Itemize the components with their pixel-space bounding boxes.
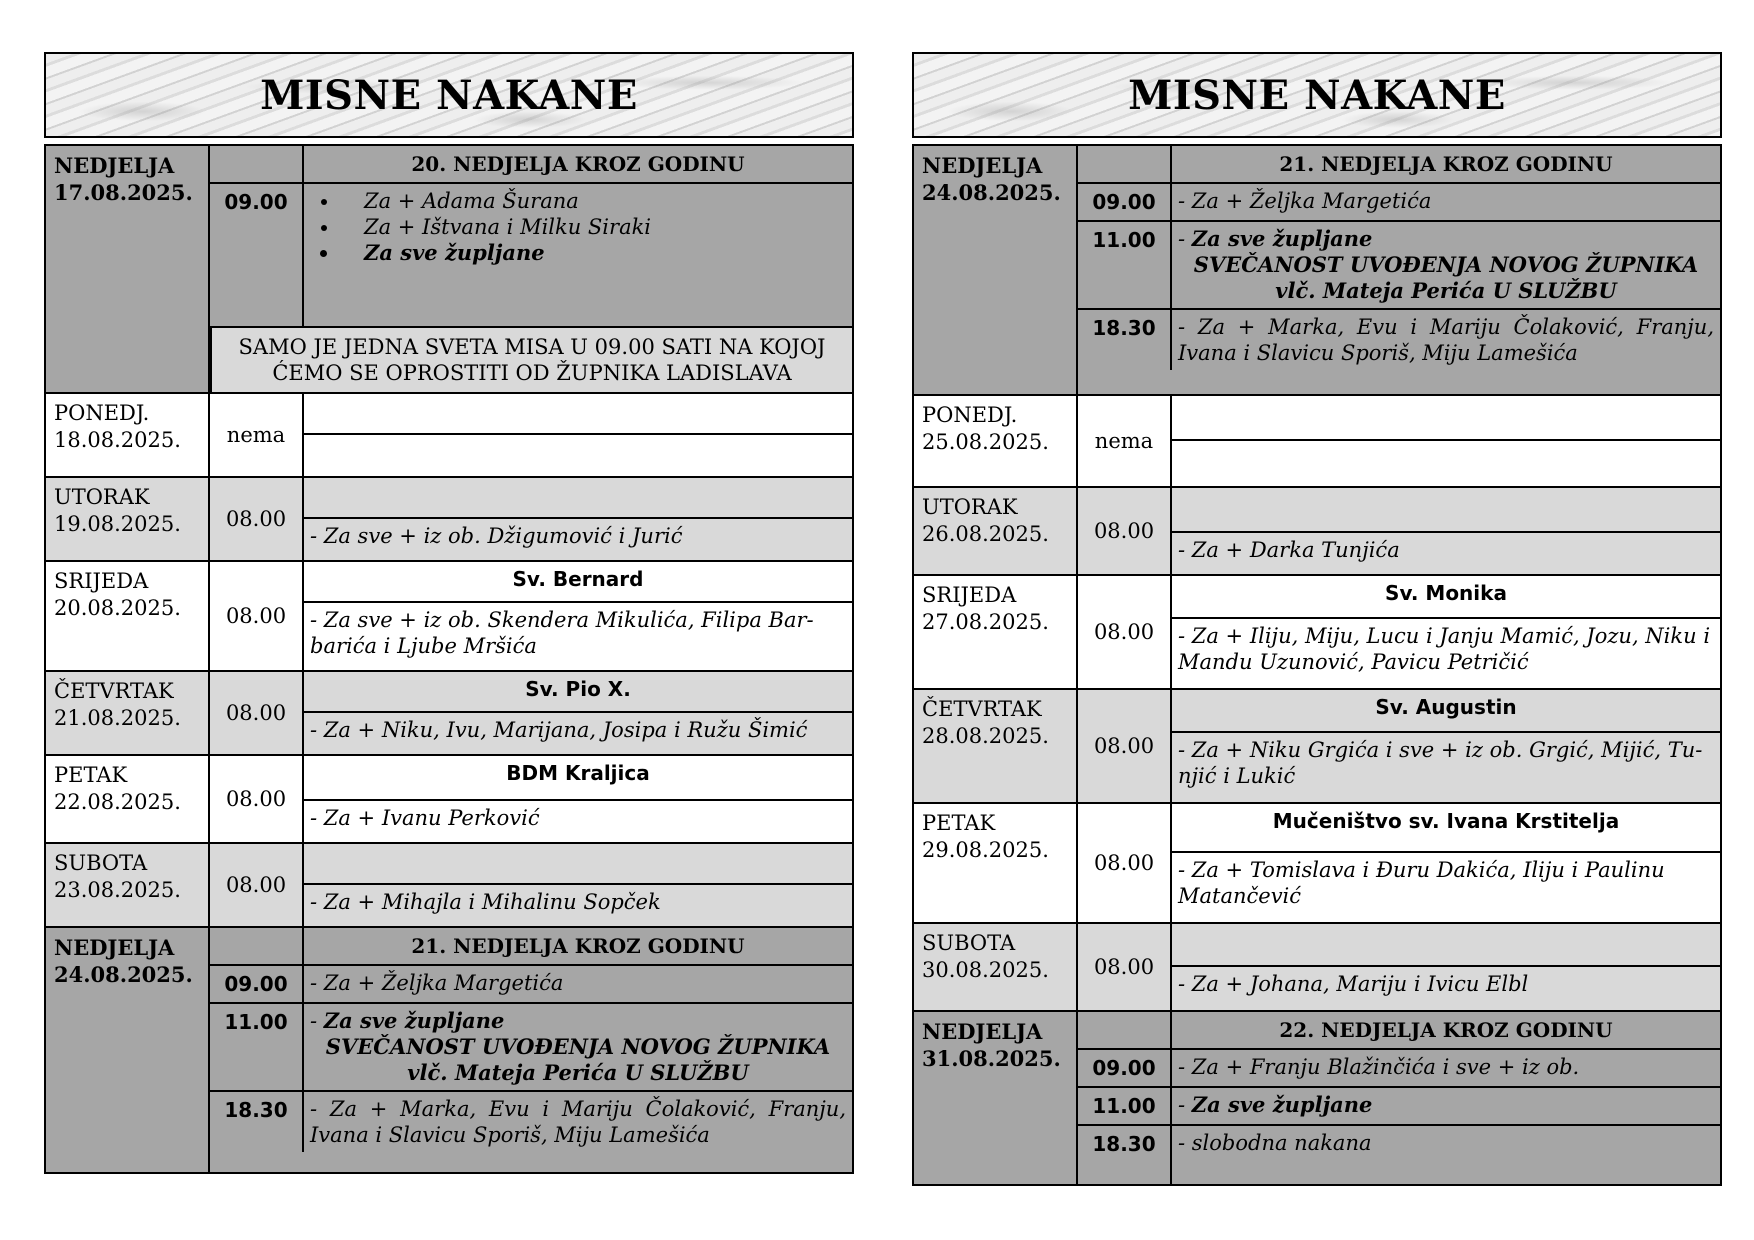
intention-cell: - Za + Ivanu Perković [310, 806, 540, 830]
right-banner [912, 52, 1722, 138]
feast-cell [1172, 924, 1720, 967]
dash: - [310, 1009, 324, 1033]
day-date: 25.08.2025. [922, 430, 1049, 454]
intention-cell [304, 435, 852, 476]
intention-cell: - Za + Tomislava i Đuru Dakića, Iliju i Paulinu Matančević [1178, 858, 1665, 908]
left-sunday2-content [210, 928, 852, 1172]
left-sunday2-date: 24.08.2025. [54, 962, 193, 987]
intention-cell: - Za sve + iz ob. Džigumović i Jurić [310, 524, 683, 548]
right-monday-row [914, 396, 1720, 488]
right-title: MISNE NAKANE [1128, 71, 1506, 119]
right-sunday1-content [1078, 146, 1720, 394]
mass-time: 08.00 [1078, 690, 1172, 802]
dash: - [1178, 1131, 1192, 1155]
left-sunday1-notice: SAMO JE JEDNA SVETA MISA U 09.00 SATI NA KOJOJ ĆEMO SE OPROSTITI OD ŽUPNIKA LADISLAVA [210, 326, 852, 392]
right-sunday1-row [914, 146, 1720, 396]
feast-cell: Sv. Bernard [304, 562, 852, 603]
intention-cell: - Za + Iliju, Miju, Lucu i Janju Mamić, Jozu, Niku i Mandu Uzunović, Pavicu Petričić [1178, 624, 1711, 674]
mass-time: 08.00 [1078, 804, 1172, 922]
left-saturday-row [46, 844, 852, 928]
right-tuesday-row [914, 488, 1720, 576]
left-monday-row [46, 394, 852, 478]
left-tuesday-date-cell [46, 478, 210, 560]
feast-cell: Sv. Augustin [1172, 690, 1720, 733]
intention-cell: - Za + Niku Grgića i sve + iz ob. Grgić, Mijić, Tu-njić i Lukić [1178, 738, 1703, 788]
left-friday-date-cell [46, 756, 210, 842]
intention-cell [1172, 222, 1720, 308]
feast-cell [1172, 396, 1720, 441]
intention-cell [1172, 1088, 1720, 1124]
mass-time: nema [1078, 396, 1172, 486]
dash: - [310, 1097, 330, 1121]
intention-text: Za + Marka, Evu i Mariju Čolaković, Franju, Ivana i Slavicu Sporiš, Miju Lamešića [310, 1097, 846, 1147]
feast-cell: Mučeništvo sv. Ivana Krstitelja [1172, 804, 1720, 853]
day-name: UTORAK [54, 485, 150, 509]
right-sunday2-date-cell [914, 1012, 1078, 1184]
mass-time: 08.00 [210, 672, 304, 754]
day-name: ČETVRTAK [54, 679, 174, 703]
list-item: • Za + Ištvana i Milku Siraki [340, 214, 846, 240]
mass-time: 09.00 [210, 966, 304, 1002]
intention-cell [1172, 1126, 1720, 1184]
ceremony-line: SVEČANOST UVOĐENJA NOVOG ŽUPNIKA [1193, 252, 1699, 277]
left-thursday-date-cell [46, 672, 210, 754]
dash: - [1178, 189, 1192, 213]
day-date: 30.08.2025. [922, 958, 1049, 982]
left-wednesday-row [46, 562, 852, 672]
mass-time: 09.00 [1078, 1050, 1172, 1086]
left-title: MISNE NAKANE [260, 71, 638, 119]
day-name: PETAK [54, 763, 128, 787]
dash: - [1178, 1055, 1192, 1079]
intention-cell [304, 1092, 852, 1152]
mass-time: 11.00 [1078, 222, 1172, 308]
mass-time: 08.00 [210, 844, 304, 926]
day-name: SRIJEDA [922, 583, 1017, 607]
right-sunday1-date-cell [914, 146, 1078, 394]
mass-time: 11.00 [210, 1004, 304, 1090]
left-sunday1-content [210, 146, 852, 392]
right-sunday1-mass-1830 [1078, 310, 1720, 370]
right-sunday2-header [1078, 1012, 1720, 1050]
mass-time: 08.00 [1078, 924, 1172, 1010]
right-sunday1-heading: 21. NEDJELJA KROZ GODINU [1279, 152, 1613, 176]
right-saturday-row [914, 924, 1720, 1012]
left-sunday2-day: NEDJELJA [54, 935, 175, 960]
mass-time: nema [210, 394, 304, 476]
day-date: 27.08.2025. [922, 610, 1049, 634]
day-date: 26.08.2025. [922, 522, 1049, 546]
intention-text: Za sve župljane [323, 1008, 505, 1033]
right-sunday2-day: NEDJELJA [922, 1019, 1043, 1044]
left-sunday1-time: 09.00 [210, 184, 304, 326]
intention-cell: - Za + Johana, Mariju i Ivicu Elbl [1178, 972, 1529, 996]
left-thursday-row [46, 672, 852, 756]
day-name: SRIJEDA [54, 569, 149, 593]
left-wednesday-date-cell [46, 562, 210, 670]
mass-time: 08.00 [1078, 576, 1172, 688]
left-sunday2-header [210, 928, 852, 966]
right-thursday-row [914, 690, 1720, 804]
ceremony-line: vlč. Mateja Perića U SLUŽBU [1275, 278, 1617, 303]
right-saturday-date-cell [914, 924, 1078, 1010]
intention-cell: - Za + Niku, Ivu, Marijana, Josipa i Ružu Šimić [310, 718, 808, 742]
day-date: 23.08.2025. [54, 878, 181, 902]
list-item: • Za sve župljane [340, 240, 846, 266]
intention-text: Za + Franju Blažinčića i sve + iz ob. [1191, 1055, 1580, 1079]
day-date: 20.08.2025. [54, 596, 181, 620]
day-date: 28.08.2025. [922, 724, 1049, 748]
intention-cell: - Za sve + iz ob. Skendera Mikulića, Filipa Bar-barića i Ljube Mršića [310, 608, 814, 658]
right-sunday2-mass-1100 [1078, 1088, 1720, 1126]
right-thursday-date-cell [914, 690, 1078, 802]
day-date: 22.08.2025. [54, 790, 181, 814]
intention-text: Za sve župljane [1191, 226, 1373, 251]
mass-time: 18.30 [1078, 1126, 1172, 1184]
left-sunday1-date-cell [46, 146, 210, 392]
mass-time: 18.30 [1078, 310, 1172, 370]
intention-text: Za + Željka Margetića [323, 971, 564, 995]
left-sunday1-intentions [304, 184, 852, 326]
intention-text: slobodna nakana [1191, 1131, 1372, 1155]
left-sunday1-header [210, 146, 852, 184]
dash: - [1178, 1093, 1192, 1117]
intention-text: Za + Marka, Evu i Mariju Čolaković, Franju, Ivana i Slavicu Sporiš, Miju Lamešića [1178, 315, 1714, 365]
right-sunday2-content [1078, 1012, 1720, 1184]
right-sunday2-heading: 22. NEDJELJA KROZ GODINU [1279, 1018, 1613, 1042]
right-sunday1-day: NEDJELJA [922, 153, 1043, 178]
left-sunday2-row [46, 928, 852, 1172]
left-sunday2-mass-1830 [210, 1092, 852, 1152]
feast-cell: BDM Kraljica [304, 756, 852, 801]
intention-cell: - Za + Darka Tunjića [1178, 538, 1400, 562]
left-saturday-date-cell [46, 844, 210, 926]
right-schedule-table [912, 144, 1722, 1186]
mass-time: 08.00 [210, 756, 304, 842]
left-friday-row [46, 756, 852, 844]
right-sunday1-header [1078, 146, 1720, 184]
left-sunday2-mass-0900 [210, 966, 852, 1004]
left-sunday1-day: NEDJELJA [54, 153, 175, 178]
right-sunday1-mass-1100 [1078, 222, 1720, 310]
right-monday-date-cell [914, 396, 1078, 486]
intention-text: Za sve župljane [1191, 1092, 1373, 1117]
left-banner [44, 52, 854, 138]
dash: - [310, 971, 324, 995]
ceremony-line: SVEČANOST UVOĐENJA NOVOG ŽUPNIKA [325, 1034, 831, 1059]
day-name: PONEDJ. [922, 403, 1018, 427]
feast-cell: Sv. Pio X. [304, 672, 852, 713]
right-friday-row [914, 804, 1720, 924]
day-name: SUBOTA [54, 851, 148, 875]
mass-time: 08.00 [210, 478, 304, 560]
day-date: 21.08.2025. [54, 706, 181, 730]
right-sunday1-mass-0900 [1078, 184, 1720, 222]
right-tuesday-date-cell [914, 488, 1078, 574]
feast-cell [304, 844, 852, 885]
mass-time: 09.00 [1078, 184, 1172, 220]
list-item: • Za + Adama Šurana [340, 188, 846, 214]
right-sunday2-mass-1830 [1078, 1126, 1720, 1184]
right-wednesday-row [914, 576, 1720, 690]
day-date: 19.08.2025. [54, 512, 181, 536]
day-name: SUBOTA [922, 931, 1016, 955]
left-monday-date-cell [46, 394, 210, 476]
right-sunday2-mass-0900 [1078, 1050, 1720, 1088]
intention-text: Za + Željka Margetića [1191, 189, 1432, 213]
left-sunday1-mass [210, 184, 852, 326]
day-name: PETAK [922, 811, 996, 835]
intention-cell [1172, 441, 1720, 486]
left-sunday2-mass-1100 [210, 1004, 852, 1092]
day-name: ČETVRTAK [922, 697, 1042, 721]
feast-cell [304, 478, 852, 519]
mass-time: 18.30 [210, 1092, 304, 1152]
feast-cell: Sv. Monika [1172, 576, 1720, 619]
right-sunday2-row [914, 1012, 1720, 1184]
day-name: UTORAK [922, 495, 1018, 519]
mass-time: 08.00 [210, 562, 304, 670]
day-date: 29.08.2025. [922, 838, 1049, 862]
dash: - [1178, 227, 1192, 251]
day-date: 18.08.2025. [54, 428, 181, 452]
intention-cell [1172, 310, 1720, 370]
left-sunday2-date-cell [46, 928, 210, 1172]
intention-cell [304, 1004, 852, 1090]
mass-time: 11.00 [1078, 1088, 1172, 1124]
intention-cell [304, 966, 852, 1002]
day-name: PONEDJ. [54, 401, 150, 425]
left-sunday2-heading: 21. NEDJELJA KROZ GODINU [411, 934, 745, 958]
left-tuesday-row [46, 478, 852, 562]
right-friday-date-cell [914, 804, 1078, 922]
left-sunday1-heading: 20. NEDJELJA KROZ GODINU [411, 152, 745, 176]
left-sunday1-row [46, 146, 852, 394]
intention-cell [1172, 1050, 1720, 1086]
intention-cell: - Za + Mihajla i Mihalinu Sopček [310, 890, 661, 914]
left-schedule-table [44, 144, 854, 1174]
feast-cell [304, 394, 852, 435]
intention-cell [1172, 184, 1720, 220]
feast-cell [1172, 488, 1720, 533]
right-wednesday-date-cell [914, 576, 1078, 688]
right-sunday1-date: 24.08.2025. [922, 180, 1061, 205]
mass-time: 08.00 [1078, 488, 1172, 574]
right-sunday2-date: 31.08.2025. [922, 1046, 1061, 1071]
ceremony-line: vlč. Mateja Perića U SLUŽBU [407, 1060, 749, 1085]
dash: - [1178, 315, 1198, 339]
left-sunday1-date: 17.08.2025. [54, 180, 193, 205]
